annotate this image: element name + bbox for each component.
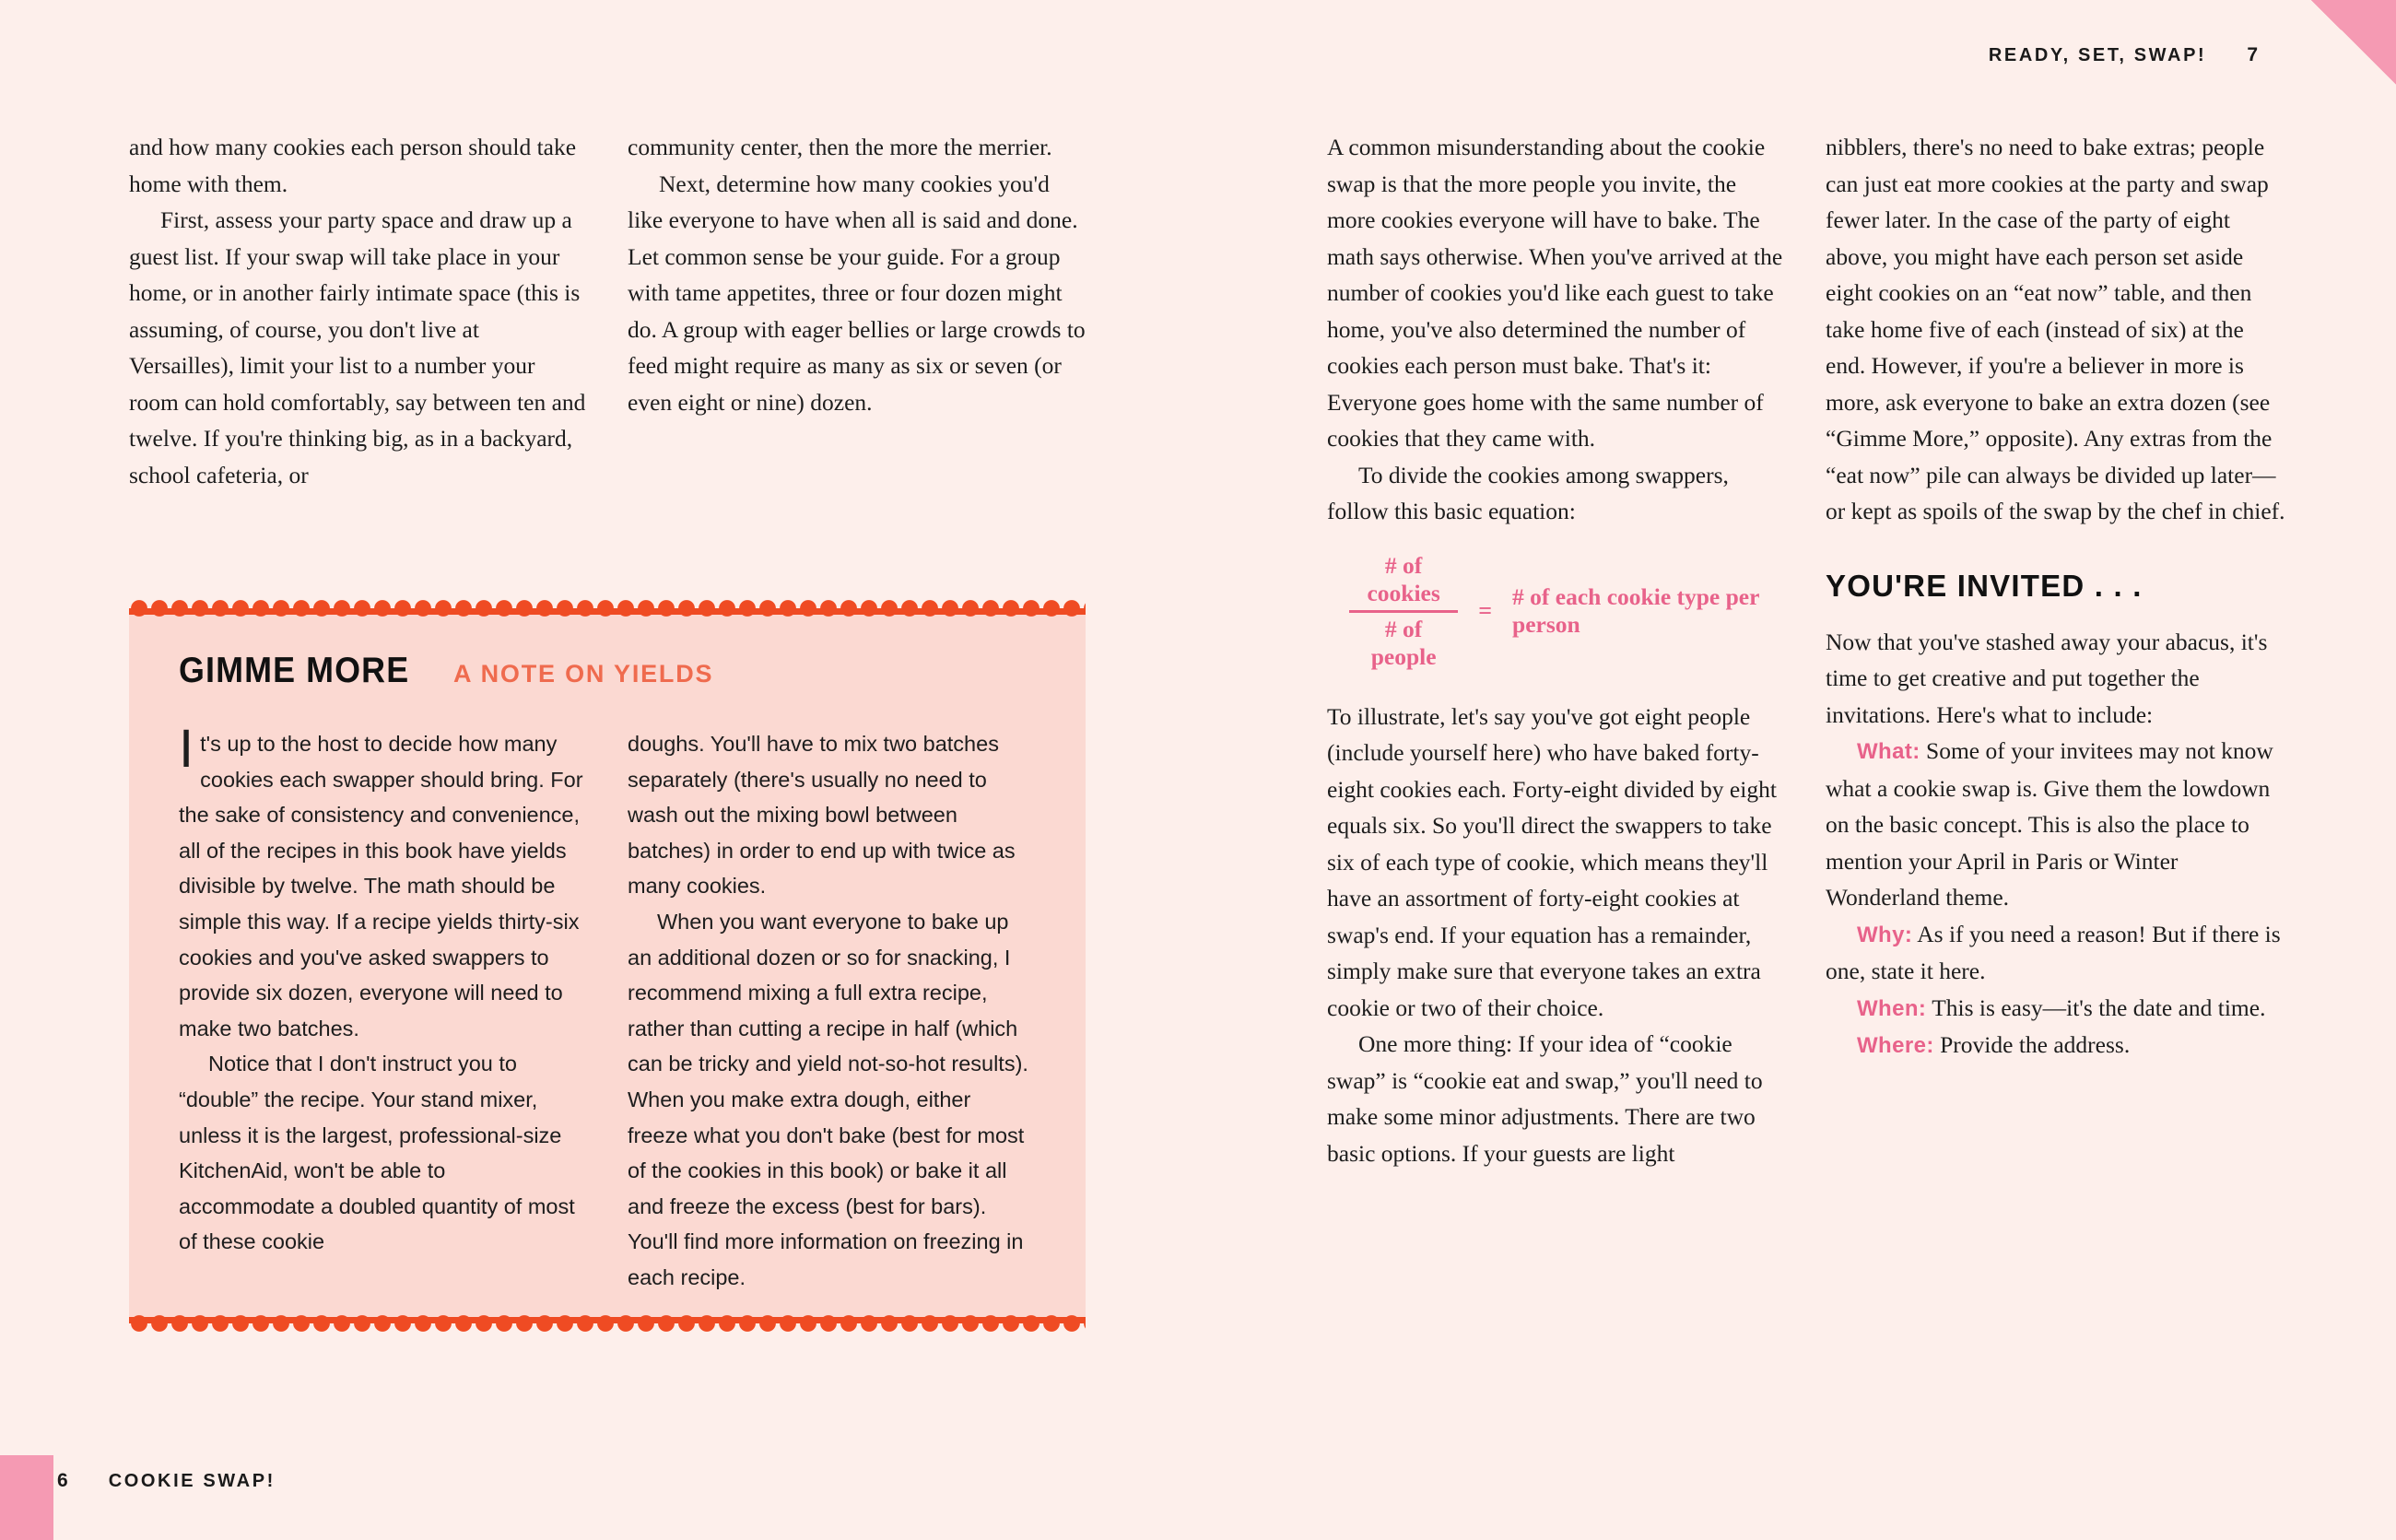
running-foot-title: COOKIE SWAP! xyxy=(108,1471,276,1491)
right-page-columns xyxy=(1327,129,2285,1171)
running-foot-left xyxy=(57,1470,276,1492)
sidebar-paragraph: When you want everyone to bake up an additional dozen or so for snacking, I recommend mixing a full extra recipe, rather than cutting a recipe in half (which can be tricky and yield not-so-hot results). When you make extra dough, either freeze what you don't bake (best for most of the cookies in this book) or bake it all and freeze the excess (best for bars). You'll find more information on freezing in each recipe. xyxy=(628,909,1028,1289)
left-column-2 xyxy=(628,129,1087,493)
sidebar-paragraph: doughs. You'll have to mix two batches separately (there's usually no need to wash out the mixing bowl between batches) in order to end up with twice as many cookies. xyxy=(628,732,1016,899)
left-page-body xyxy=(129,129,1087,493)
paragraph: To divide the cookies among swappers, follow this basic equation: xyxy=(1327,461,1729,524)
left-page-columns xyxy=(129,129,1087,493)
invite-item xyxy=(1826,916,2285,990)
invite-item-label: Where: xyxy=(1857,1033,1934,1058)
equation-operator: = xyxy=(1478,597,1493,624)
drop-cap: I xyxy=(179,719,194,779)
paragraph: and how many cookies each person should take home with them. xyxy=(129,134,577,197)
equation-fraction xyxy=(1349,552,1458,671)
sidebar-columns xyxy=(179,719,1036,1296)
paragraph: One more thing: If your idea of “cookie swap” is “cookie eat and swap,” you'll need to make some minor adjustments. There are two basic options. If your guests are light xyxy=(1327,1030,1763,1167)
invite-item-text: As if you need a reason! But if there is one, state it here. xyxy=(1826,920,2281,984)
paragraph: To illustrate, let's say you've got eight people (include yourself here) who have baked forty-eight cookies each. Forty-eight divided by eight equals six. So you'll direct the swappers to take six of each type of cookie, which means they'll have an assortment of forty-eight cookies at swap's end. If your equation has a remainder, simply make sure that everyone takes an extra cookie or two of their choice. xyxy=(1327,702,1777,1021)
paragraph: community center, then the more the merrier. xyxy=(628,134,1052,160)
running-head-title: READY, SET, SWAP! xyxy=(1988,45,2207,65)
sidebar-column-1 xyxy=(179,719,587,1296)
invite-item-label: What: xyxy=(1857,739,1920,764)
sidebar-title: GIMME MORE xyxy=(179,651,410,690)
invite-item xyxy=(1826,733,2285,916)
sidebar-subtitle: A NOTE ON YIELDS xyxy=(453,660,714,688)
right-column-2 xyxy=(1826,129,2285,1171)
sidebar-paragraph: Notice that I don't instruct you to “double” the recipe. Your stand mixer, unless it is the largest, professional-size KitchenAid, won't be able to accommodate a doubled quantity of most of these cookie xyxy=(179,1052,575,1254)
equation-result: # of each cookie type per person xyxy=(1512,583,1759,638)
paragraph: Next, determine how many cookies you'd like everyone to have when all is said and done. Let common sense be your guide. For a group with tame appetites, three or four dozen might do. A group with eager bellies or large crowds to feed might require as many as six or seven (or even eight or nine) dozen. xyxy=(628,170,1086,416)
paragraph: A common misunderstanding about the cookie swap is that the more people you invite, the more cookies everyone will have to bake. The math says otherwise. When you've arrived at the number of cookies you'd like each guest to take home, you've also determined the number of cookies each person must bake. That's it: Everyone goes home with the same number of cookies that they came with. xyxy=(1327,134,1783,452)
invite-item-text: Provide the address. xyxy=(1933,1031,2131,1058)
invite-item-text: Some of your invitees may not know what a cookie swap is. Give them the lowdown on the basic concept. This is also the place to mention your April in Paris or Winter Wonderland theme. xyxy=(1826,737,2273,911)
corner-tab-decoration xyxy=(2311,0,2396,85)
running-head-right xyxy=(1989,44,2258,66)
invite-item-label: When: xyxy=(1857,995,1927,1021)
invite-item xyxy=(1826,990,2285,1028)
sidebar-header xyxy=(179,651,1036,691)
sidebar-column-2 xyxy=(628,726,1036,1296)
youre-invited-lede: Now that you've stashed away your abacus, it's time to get creative and put together the invitations. Here's what to include: xyxy=(1826,628,2268,728)
sidebar-top-scallop xyxy=(129,600,1086,617)
youre-invited-heading: YOU'RE INVITED . . . xyxy=(1826,568,2143,603)
invite-item-label: Why: xyxy=(1857,922,1913,947)
paragraph: First, assess your party space and draw up a guest list. If your swap will take place in your home, or in another fairly intimate space (this is assuming, of course, you don't live at Versailles), limit your list to a number your room can hold comfortably, say between ten and twelve. If you're thinking big, as in a backyard, school cafeteria, or xyxy=(129,206,586,488)
right-column-1 xyxy=(1327,129,1787,1171)
right-page-body xyxy=(1327,129,2285,1171)
page-folio-right: 7 xyxy=(2247,44,2258,65)
corner-tab-bottom-left-decoration xyxy=(0,1455,53,1540)
left-column-1 xyxy=(129,129,589,493)
cookie-equation xyxy=(1349,552,1787,671)
gimme-more-sidebar xyxy=(129,608,1086,1323)
invite-item xyxy=(1826,1027,2285,1064)
equation-numerator: # of cookies xyxy=(1367,551,1440,606)
sidebar-paragraph xyxy=(179,719,587,1046)
invite-item-text: This is easy—it's the date and time. xyxy=(1926,993,2266,1021)
sidebar-paragraph-text: t's up to the host to decide how many cookies each swapper should bring. For the sake of consistency and convenience, all of the recipes in this book have yields divisible by twelve. The math should be simple this way. If a recipe yields thirty-six cookies and you've asked swappers to provide six dozen, everyone will need to make two batches. xyxy=(179,732,583,1040)
sidebar-bottom-scallop xyxy=(129,1315,1086,1332)
equation-denominator: # of people xyxy=(1370,615,1437,670)
page-folio-left: 6 xyxy=(57,1470,68,1491)
paragraph: nibblers, there's no need to bake extras; people can just eat more cookies at the party and swap fewer later. In the case of the party of eight above, you might have each person set aside eight cookies on an “eat now” table, and then take home five of each (instead of six) at the end. However, if you're a believer in more is more, ask everyone to bake an extra dozen (see “Gimme More,” opposite). Any extras from the “eat now” pile can always be divided up later—or kept as spoils of the swap by the chef in chief. xyxy=(1826,134,2285,524)
